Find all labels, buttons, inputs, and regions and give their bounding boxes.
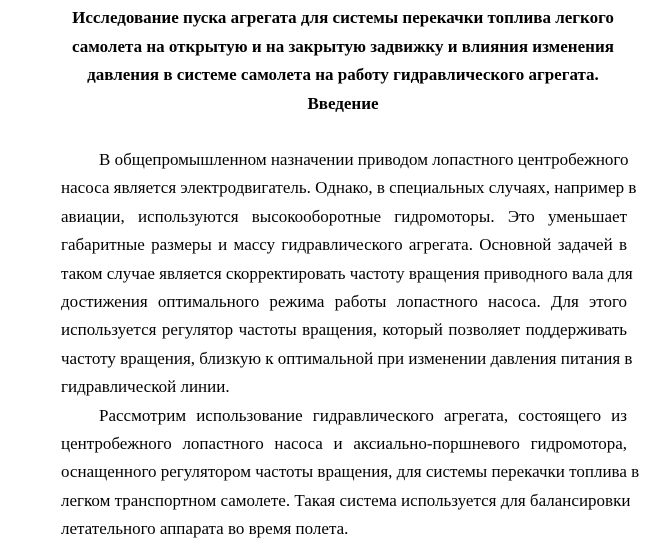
paragraph-2 xyxy=(61,402,640,544)
paragraph-line: используется регулятор частоты вращения, который позволяет поддерживать xyxy=(61,320,627,340)
title-line-1: Исследование пуска агрегата для системы перекачки топлива легкого xyxy=(72,8,614,27)
document-title xyxy=(60,4,626,118)
paragraph-line: центробежного лопастного насоса и аксиально-поршневого гидромотора, xyxy=(61,433,627,453)
title-line-3: давления в системе самолета на работу гидравлического агрегата. xyxy=(87,65,599,84)
paragraph-line: авиации, используются высокооборотные гидромоторы. Это уменьшает xyxy=(61,206,627,226)
paragraph-line: насоса является электродвигатель. Однако, в специальных случаях, например в xyxy=(61,178,637,198)
paragraph-1 xyxy=(61,146,637,402)
paragraph-line: достижения оптимального режима работы лопастного насоса. Для этого xyxy=(61,291,627,311)
paragraph-line: гидравлической линии. xyxy=(61,377,230,397)
paragraph-line: оснащенного регулятором частоты вращения, для системы перекачки топлива в xyxy=(61,462,640,482)
paragraph-line: легком транспортном самолете. Такая система используется для балансировки xyxy=(61,490,631,510)
document-body xyxy=(61,146,640,543)
section-heading: Введение xyxy=(307,93,379,113)
paragraph-line: габаритные размеры и массу гидравлического агрегата. Основной задачей в xyxy=(61,235,627,255)
paragraph-line: летательного аппарата во время полета. xyxy=(61,519,349,539)
paragraph-line: В общепромышленном назначении приводом лопастного центробежного xyxy=(99,150,629,169)
paragraph-line: таком случае является скорректировать частоту вращения приводного вала для xyxy=(61,263,633,283)
paragraph-line: частоту вращения, близкую к оптимальной при изменении давления питания в xyxy=(61,348,633,368)
title-line-2: самолета на открытую и на закрытую задвижку и влияния изменения xyxy=(72,36,614,56)
paragraph-line: Рассмотрим использование гидравлического агрегата, состоящего из xyxy=(99,405,627,425)
